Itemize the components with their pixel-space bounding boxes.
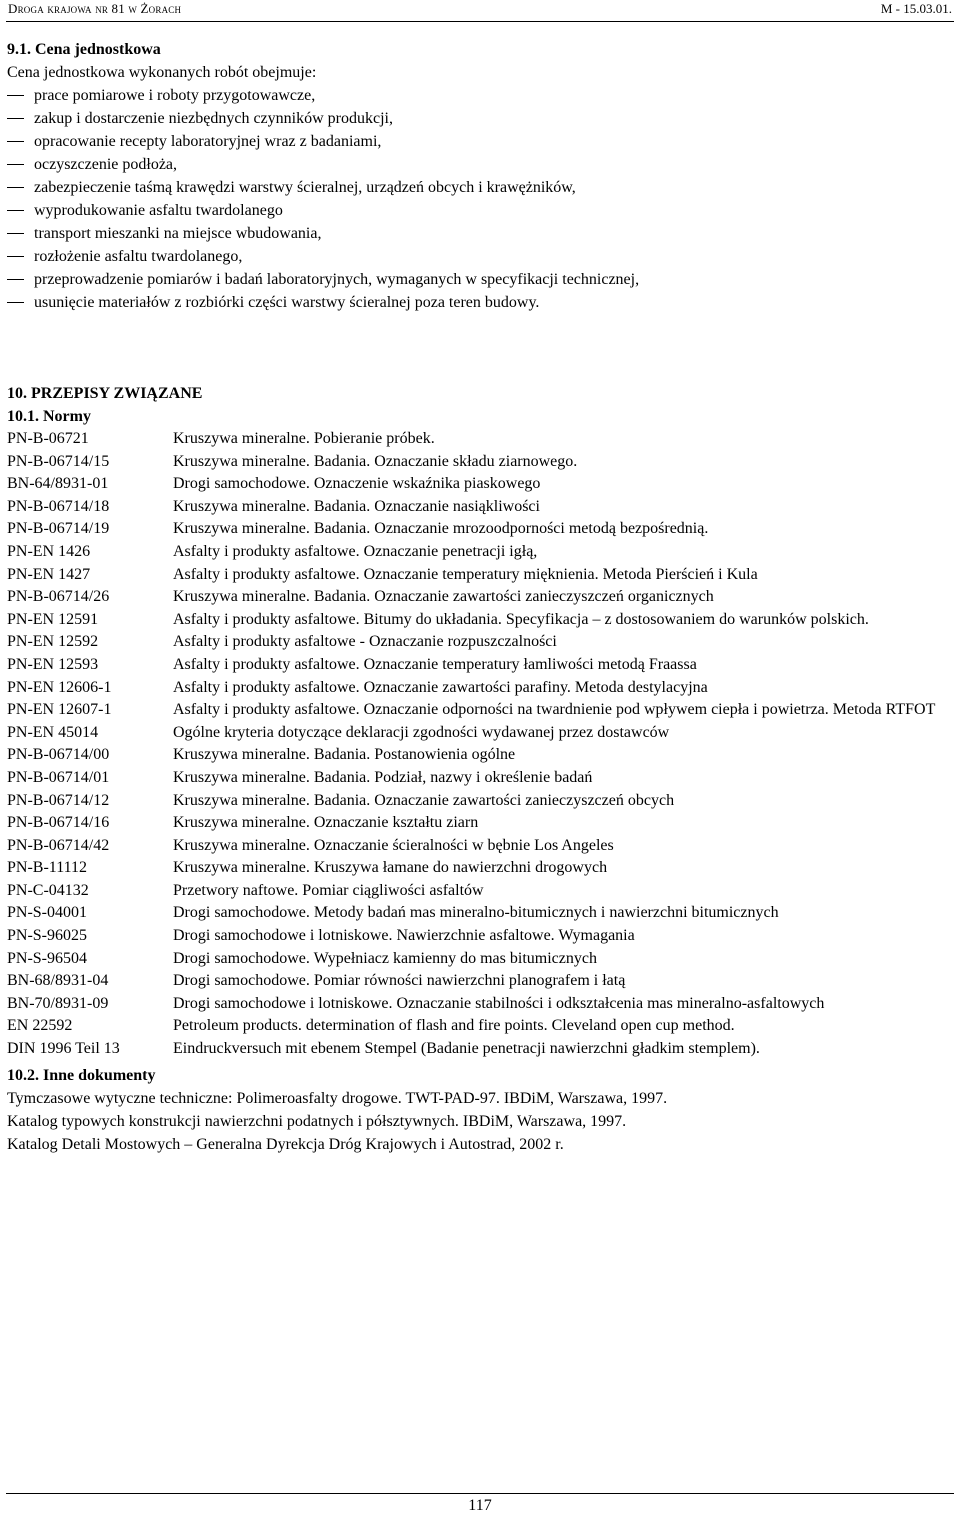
table-row — [7, 925, 942, 948]
table-row — [7, 880, 942, 903]
norm-code: PN-EN 1426 — [7, 542, 91, 560]
norm-code: PN-S-96504 — [7, 949, 88, 967]
table-row — [7, 518, 942, 541]
list-item: zakup i dostarczenie niezbędnych czynników produkcji, — [7, 107, 947, 130]
section-9-1-intro: Cena jednostkowa wykonanych robót obejmuje: — [7, 64, 317, 81]
norm-description: Ogólne kryteria dotyczące deklaracji zgodności wydawanej przez dostawców — [173, 723, 670, 741]
norm-code: BN-70/8931-09 — [7, 994, 109, 1012]
norm-description: Asfalty i produkty asfaltowe. Oznaczanie odporności na twardnienie pod wpływem ciepła i powietrza. Metoda RTFOT — [173, 701, 936, 719]
norm-code: PN-B-06721 — [7, 430, 89, 447]
table-row — [7, 970, 942, 993]
table-row — [7, 767, 942, 790]
norm-description: Drogi samochodowe. Oznaczenie wskaźnika piaskowego — [173, 475, 541, 493]
norm-description: Drogi samochodowe. Wypełniacz kamienny do mas bitumicznych — [173, 949, 597, 967]
norm-code: PN-B-06714/16 — [7, 814, 110, 832]
table-row — [7, 993, 942, 1016]
list-item: przeprowadzenie pomiarów i badań laboratoryjnych, wymaganych w specyfikacji technicznej, — [7, 268, 947, 291]
document-body — [7, 38, 947, 1156]
list-item: usunięcie materiałów z rozbiórki części warstwy ścieralnej poza teren budowy. — [7, 291, 947, 314]
page-header — [6, 0, 954, 22]
norm-code: BN-68/8931-04 — [7, 972, 109, 990]
norms-table — [7, 428, 942, 1061]
norm-code: PN-B-06714/00 — [7, 746, 110, 764]
norm-description: Kruszywa mineralne. Badania. Oznaczanie mrozoodporności metodą bezpośrednią. — [173, 520, 709, 538]
table-row — [7, 609, 942, 632]
table-row — [7, 948, 942, 971]
norm-code: DIN 1996 Teil 13 — [7, 1040, 120, 1058]
norm-code: PN-B-11112 — [7, 859, 87, 877]
norm-description: Kruszywa mineralne. Badania. Oznaczanie zawartości zanieczyszczeń obcych — [173, 791, 675, 809]
table-row — [7, 1015, 942, 1038]
norm-description: Kruszywa mineralne. Badania. Oznaczanie nasiąkliwości — [173, 497, 540, 515]
table-row — [7, 744, 942, 767]
norm-description: Asfalty i produkty asfaltowe. Oznaczanie penetracji igłą, — [173, 542, 538, 560]
scope-list — [7, 84, 947, 314]
norm-code: EN 22592 — [7, 1017, 73, 1035]
table-row — [7, 835, 942, 858]
norm-description: Kruszywa mineralne. Badania. Podział, nazwy i określenie badań — [173, 768, 593, 786]
list-item: rozłożenie asfaltu twardolanego, — [7, 245, 947, 268]
norm-description: Kruszywa mineralne. Badania. Postanowienia ogólne — [173, 746, 516, 764]
norm-code: PN-B-06714/19 — [7, 520, 110, 538]
norm-code: PN-C-04132 — [7, 881, 89, 899]
norm-description: Asfalty i produkty asfaltowe. Oznaczanie zawartości parafiny. Metoda destylacyjna — [173, 678, 708, 696]
list-item: transport mieszanki na miejsce wbudowania, — [7, 222, 947, 245]
table-row — [7, 473, 942, 496]
table-row — [7, 1038, 942, 1061]
norm-description: Asfalty i produkty asfaltowe. Oznaczanie temperatury mięknienia. Metoda Pierścień i Kula — [173, 565, 758, 583]
table-row — [7, 902, 942, 925]
norm-description: Asfalty i produkty asfaltowe - Oznaczanie rozpuszczalności — [173, 633, 557, 651]
norm-code: PN-B-06714/12 — [7, 791, 110, 809]
page-number: 117 — [468, 1497, 492, 1514]
header-title: Droga krajowa nr 81 w Żorach — [8, 1, 182, 16]
norm-code: PN-B-06714/15 — [7, 452, 110, 470]
list-item: oczyszczenie podłoża, — [7, 153, 947, 176]
norm-code: PN-EN 45014 — [7, 723, 99, 741]
list-item: wyprodukowanie asfaltu twardolanego — [7, 199, 947, 222]
norm-code: PN-S-96025 — [7, 927, 88, 945]
norm-description: Asfalty i produkty asfaltowe. Bitumy do układania. Specyfikacja – z dostosowaniem do warunków polskich. — [173, 610, 869, 628]
other-doc: Katalog typowych konstrukcji nawierzchni podatnych i półsztywnych. IBDiM, Warszawa, 1997. — [7, 1112, 627, 1130]
norm-description: Kruszywa mineralne. Kruszywa łamane do nawierzchni drogowych — [173, 859, 608, 877]
norm-description: Kruszywa mineralne. Badania. Oznaczanie zawartości zanieczyszczeń organicznych — [173, 588, 714, 606]
other-doc: Tymczasowe wytyczne techniczne: Polimeroasfalty drogowe. TWT-PAD-97. IBDiM, Warszawa, 1997. — [7, 1089, 668, 1107]
table-row — [7, 428, 942, 451]
table-row — [7, 564, 942, 587]
section-10-1-title: 10.1. Normy — [7, 408, 91, 425]
norm-code: PN-B-06714/01 — [7, 768, 110, 786]
norm-code: PN-EN 12607-1 — [7, 701, 112, 719]
norm-description: Eindruckversuch mit ebenem Stempel (Badanie penetracji nawierzchni gładkim stemplem). — [173, 1040, 760, 1058]
section-10-title: 10. PRZEPISY ZWIĄZANE — [7, 385, 203, 402]
table-row — [7, 496, 942, 519]
table-row — [7, 722, 942, 745]
table-row — [7, 812, 942, 835]
table-row — [7, 586, 942, 609]
norm-code: PN-EN 1427 — [7, 565, 91, 583]
norm-description: Drogi samochodowe. Pomiar równości nawierzchni planografem i łatą — [173, 972, 626, 990]
norm-code: PN-S-04001 — [7, 904, 88, 922]
norm-code: PN-EN 12591 — [7, 610, 99, 628]
header-spec-code: M - 15.03.01. — [880, 1, 952, 16]
norm-code: PN-EN 12606-1 — [7, 678, 112, 696]
norm-description: Przetwory naftowe. Pomiar ciągliwości asfaltów — [173, 881, 484, 899]
norm-code: PN-EN 12592 — [7, 633, 99, 651]
norm-code: PN-B-06714/18 — [7, 497, 110, 515]
list-item: zabezpieczenie taśmą krawędzi warstwy ścieralnej, urządzeń obcych i krawężników, — [7, 176, 947, 199]
norm-description: Kruszywa mineralne. Oznaczanie ścieralności w bębnie Los Angeles — [173, 836, 614, 854]
norm-description: Drogi samochodowe i lotniskowe. Oznaczanie stabilności i odkształcenia mas mineralno-asfaltowych — [173, 994, 825, 1012]
norm-description: Kruszywa mineralne. Badania. Oznaczanie składu ziarnowego. — [173, 452, 578, 470]
table-row — [7, 677, 942, 700]
list-item: prace pomiarowe i roboty przygotowawcze, — [7, 84, 947, 107]
norm-code: BN-64/8931-01 — [7, 475, 109, 493]
norm-description: Kruszywa mineralne. Oznaczanie kształtu ziarn — [173, 814, 479, 832]
section-9-1-title: 9.1. Cena jednostkowa — [7, 41, 161, 58]
norm-code: PN-EN 12593 — [7, 655, 99, 673]
norm-description: Kruszywa mineralne. Pobieranie próbek. — [173, 430, 435, 447]
other-doc: Katalog Detali Mostowych – Generalna Dyrekcja Dróg Krajowych i Autostrad, 2002 r. — [7, 1135, 564, 1153]
table-row — [7, 631, 942, 654]
norm-code: PN-B-06714/42 — [7, 836, 110, 854]
norm-description: Drogi samochodowe i lotniskowe. Nawierzchnie asfaltowe. Wymagania — [173, 927, 635, 945]
list-item: opracowanie recepty laboratoryjnej wraz z badaniami, — [7, 130, 947, 153]
norm-code: PN-B-06714/26 — [7, 588, 110, 606]
table-row — [7, 541, 942, 564]
norm-description: Drogi samochodowe. Metody badań mas mineralno-bitumicznych i nawierzchni bitumicznych — [173, 904, 779, 922]
table-row — [7, 857, 942, 880]
table-row — [7, 451, 942, 474]
section-10-2-title: 10.2. Inne dokumenty — [7, 1066, 156, 1084]
norm-description: Petroleum products. determination of flash and fire points. Cleveland open cup method. — [173, 1017, 735, 1035]
table-row — [7, 654, 942, 677]
page-footer — [6, 1493, 954, 1520]
norm-description: Asfalty i produkty asfaltowe. Oznaczanie temperatury łamliwości metodą Fraassa — [173, 655, 697, 673]
table-row — [7, 699, 942, 722]
table-row — [7, 790, 942, 813]
